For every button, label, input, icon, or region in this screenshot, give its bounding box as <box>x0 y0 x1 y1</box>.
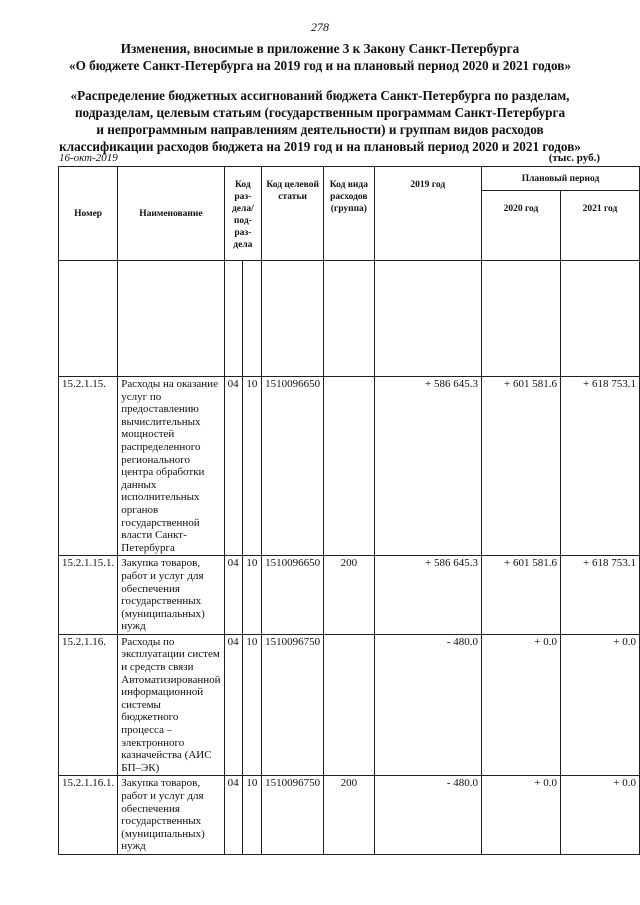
subheading-line: классификации расходов бюджета на 2019 год и на плановый период 2020 и 2021 годов» <box>59 139 581 154</box>
row-amount-2020: + 0.0 <box>482 634 561 776</box>
row-name: Закупка товаров, работ и услуг для обеспечения государственных (муниципальных) нужд <box>118 776 224 855</box>
header-2020: 2020 год <box>482 191 561 261</box>
row-target-code: 1510096750 <box>262 634 324 776</box>
row-target-code: 1510096650 <box>262 556 324 635</box>
row-subsection: 10 <box>243 634 262 776</box>
row-number: 15.2.1.16. <box>59 634 118 776</box>
document-heading <box>20 40 620 74</box>
row-number: 15.2.1.15. <box>59 377 118 556</box>
document-date: 16-окт-2019 <box>59 152 118 164</box>
row-subsection: 10 <box>243 556 262 635</box>
header-planned-period: Плановый период <box>482 167 640 191</box>
table-row <box>59 776 640 855</box>
row-amount-2021: + 0.0 <box>560 776 639 855</box>
row-amount-2021: + 0.0 <box>560 634 639 776</box>
row-section: 04 <box>224 776 243 855</box>
row-amount-2020: + 601 581.6 <box>482 377 561 556</box>
header-2019: 2019 год <box>374 167 481 261</box>
header-name: Наименование <box>118 167 224 261</box>
header-nomer: Номер <box>59 167 118 261</box>
subheading-line: и непрограммным направлениям деятельности) и группам видов расходов <box>96 122 544 137</box>
row-amount-2019: + 586 645.3 <box>374 556 481 635</box>
row-amount-2020: + 601 581.6 <box>482 556 561 635</box>
table-row <box>59 556 640 635</box>
row-amount-2021: + 618 753.1 <box>560 556 639 635</box>
subheading-line: «Распределение бюджетных ассигнований бюджета Санкт-Петербурга по разделам, <box>70 88 570 103</box>
row-target-code: 1510096750 <box>262 776 324 855</box>
row-vid-code: 200 <box>324 776 374 855</box>
row-section: 04 <box>224 556 243 635</box>
row-name: Расходы по эксплуатации систем и средств связи Автоматизированной информационной системы бюджетного процесса – электронного казначейства (АИС БП–ЭК) <box>118 634 224 776</box>
row-name: Закупка товаров, работ и услуг для обеспечения государственных (муниципальных) нужд <box>118 556 224 635</box>
header-section-code: Код раз-дела/ под-раз-дела <box>224 167 262 261</box>
row-vid-code: 200 <box>324 556 374 635</box>
header-target-code: Код целевой статьи <box>262 167 324 261</box>
row-vid-code <box>324 634 374 776</box>
row-subsection: 10 <box>243 776 262 855</box>
header-vid-code: Код вида расходов (группа) <box>324 167 374 261</box>
row-amount-2019: - 480.0 <box>374 634 481 776</box>
document-subheading <box>20 87 620 155</box>
row-number: 15.2.1.16.1. <box>59 776 118 855</box>
subheading-line: подразделам, целевым статьям (государственным программам Санкт-Петербурга <box>74 105 566 120</box>
header-2021: 2021 год <box>560 191 639 261</box>
heading-line: Изменения, вносимые в приложение 3 к Закону Санкт-Петербурга <box>120 41 520 56</box>
row-amount-2021: + 618 753.1 <box>560 377 639 556</box>
row-section: 04 <box>224 377 243 556</box>
header-spacer-row <box>59 261 640 377</box>
row-amount-2019: - 480.0 <box>374 776 481 855</box>
row-subsection: 10 <box>243 377 262 556</box>
row-amount-2019: + 586 645.3 <box>374 377 481 556</box>
units-label: (тыс. руб.) <box>548 152 600 164</box>
table-row <box>59 377 640 556</box>
row-vid-code <box>324 377 374 556</box>
row-section: 04 <box>224 634 243 776</box>
table-row <box>59 634 640 776</box>
budget-table <box>58 166 640 855</box>
page-number: 278 <box>311 20 329 34</box>
row-name: Расходы на оказание услуг по предоставлению вычислительных мощностей распределенного регионального центра обработки данных исполнительных органов государственной власти Санкт-Петербурга <box>118 377 224 556</box>
row-amount-2020: + 0.0 <box>482 776 561 855</box>
row-number: 15.2.1.15.1. <box>59 556 118 635</box>
heading-line: «О бюджете Санкт-Петербурга на 2019 год и на плановый период 2020 и 2021 годов» <box>69 58 571 73</box>
row-target-code: 1510096650 <box>262 377 324 556</box>
